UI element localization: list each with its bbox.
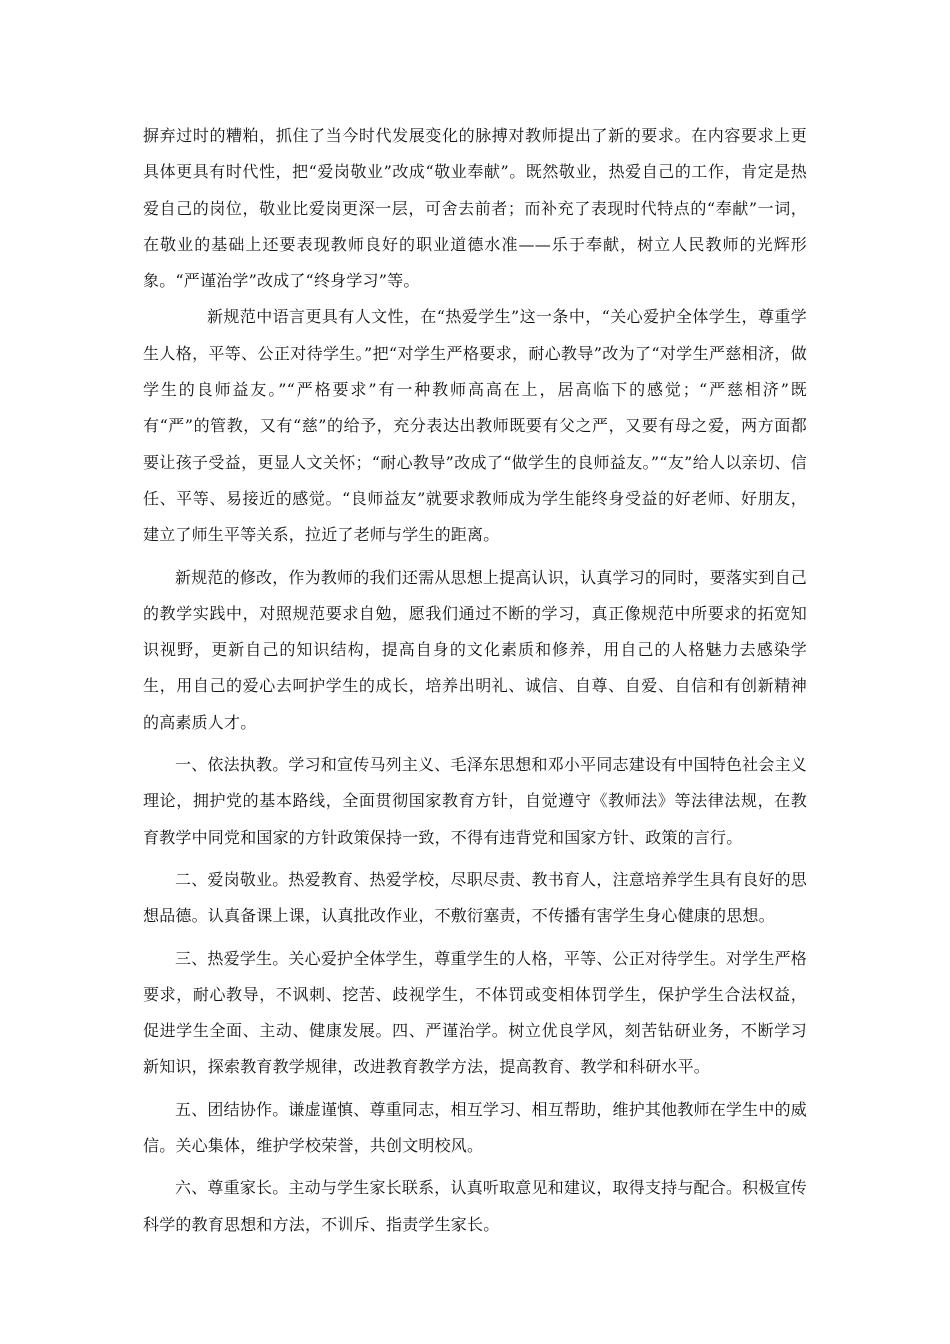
- paragraph-7: 五、团结协作。谦虚谨慎、尊重同志，相互学习、相互帮助，维护其他教师在学生中的威信。关心集体，维护学校荣誉，共创文明校风。: [143, 1099, 807, 1156]
- paragraph-1: 摒弃过时的糟粕，抓住了当今时代发展变化的脉搏对教师提出了新的要求。在内容要求上更具体更具有时代性，把“爱岗敬业”改成“敬业奉献”。既然敬业，热爱自己的工作，肯定是热爱自己的岗位，敬业比爱岗更深一层，可舍去前者；而补充了表现时代特点的“奉献”一词，在敬业的基础上还要表现教师良好的职业道德水准——乐于奉献，树立人民教师的光辉形象。“严谨治学”改成了“终身学习”等。: [143, 126, 807, 291]
- paragraph-3: 新规范的修改，作为教师的我们还需从思想上提高认识，认真学习的同时，要落实到自己的教学实践中，对照规范要求自勉，愿我们通过不断的学习，真正像规范中所要求的拓宽知识视野，更新自己的知识结构，提高自身的文化素质和修养，用自己的人格魅力去感染学生，用自己的爱心去呵护学生的成长，培养出明礼、诚信、自尊、自爱、自信和有创新精神的高素质人才。: [143, 567, 807, 732]
- paragraph-6: 三、热爱学生。关心爱护全体学生，尊重学生的人格，平等、公正对待学生。对学生严格要求，耐心教导，不讽刺、挖苦、歧视学生，不体罚或变相体罚学生，保护学生合法权益，促进学生全面、主动、健康发展。四、严谨治学。树立优良学风，刻苦钻研业务，不断学习新知识，探索教育教学规律，改进教育教学方法，提高教育、教学和科研水平。: [143, 948, 807, 1077]
- paragraph-5: 二、爱岗敬业。热爱教育、热爱学校，尽职尽责、教书育人，注意培养学生具有良好的思想品德。认真备课上课，认真批改作业，不敷衍塞责，不传播有害学生身心健康的思想。: [143, 869, 807, 926]
- paragraph-4: 一、依法执教。学习和宣传马列主义、毛泽东思想和邓小平同志建设有中国特色社会主义理论，拥护党的基本路线，全面贯彻国家教育方针，自觉遵守《教师法》等法律法规，在教育教学中同党和国家的方针政策保持一致，不得有违背党和国家方针、政策的言行。: [143, 755, 807, 847]
- document-page: [143, 118, 807, 1243]
- paragraph-8: 六、尊重家长。主动与学生家长联系，认真听取意见和建议，取得支持与配合。积极宣传科学的教育思想和方法，不训斥、指责学生家长。: [143, 1178, 807, 1234]
- paragraph-2: 新规范中语言更具有人文性，在“热爱学生”这一条中，“关心爱护全体学生，尊重学生人格，平等、公正对待学生。”把“对学生严格要求，耐心教导”改为了“对学生严慈相济，做学生的良师益友。”“严格要求”有一种教师高高在上，居高临下的感觉；“严慈相济”既有“严”的管教，又有“慈”的给予，充分表达出教师既要有父之严，又要有母之爱，两方面都要让孩子受益，更显人文关怀；“耐心教导”改成了“做学生的良师益友。”“友”给人以亲切、信任、平等、易接近的感觉。“良师益友”就要求教师成为学生能终身受益的好老师、好朋友，建立了师生平等关系，拉近了老师与学生的距离。: [143, 307, 807, 545]
